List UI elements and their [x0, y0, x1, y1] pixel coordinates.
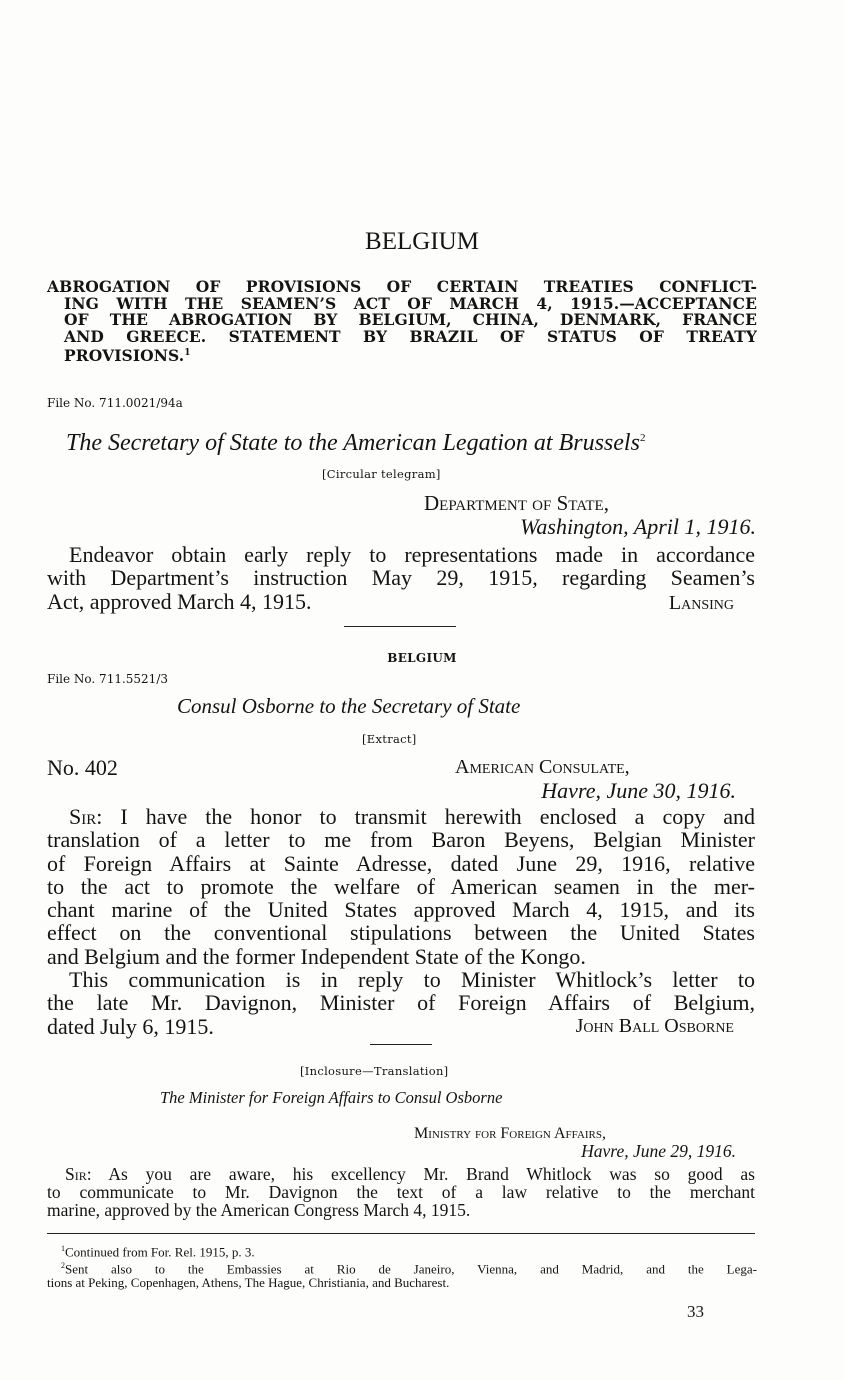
section-label: BELGIUM [387, 651, 457, 665]
heading-line: OF THE ABROGATION BY BELGIUM, CHINA, DENMARK, FRANCE [64, 310, 757, 330]
document-title: The Secretary of State to the American Legation at Brussels$^2$ [66, 430, 646, 456]
footnote-continuation: tions at Peking, Copenhagen, Athens, The Hague, Christiania, and Bucharest. [47, 1274, 450, 1290]
footnote: $^2$Sent also to the Embassies at Rio de Janeiro, Vienna, and Madrid, and the Lega- [61, 1260, 757, 1277]
sender: American Consulate, [455, 756, 630, 778]
document-number: No. 402 [47, 755, 118, 780]
signature: Lansing [668, 592, 734, 614]
telegram-body: Endeavor obtain early reply to representations made in accordance with Department’s instruction May 29, 1915, regarding Seamen’s Act, approved March 4, 1915. [47, 542, 755, 614]
footnote-mark: 2 [639, 432, 646, 444]
section-heading [47, 279, 757, 365]
footnote-mark: 1 [184, 348, 191, 359]
document-title: The Minister for Foreign Affairs to Consul Osborne [160, 1088, 503, 1107]
heading-line: ABROGATION OF PROVISIONS OF CERTAIN TREATIES CONFLICT- [47, 277, 757, 296]
sender: Ministry for Foreign Affairs, [414, 1125, 607, 1142]
page-number: 33 [687, 1302, 704, 1321]
letter-body: Sir: As you are aware, his excellency Mr. Brand Whitlock was so good as to communicate to Mr. Davignon the text of a law relative to the merchant marine, approved by the American Congress March 4, 1915. [47, 1164, 755, 1220]
letter-body: Sir: I have the honor to transmit herewith enclosed a copy and translation of a letter to me from Baron Beyens, Belgian Minister of Foreign Affairs at Sainte Adresse, dated June 29, 1916, relative to the act to promote the welfare of American seamen in the mer- chant marine of the United States approved March 4, 1915, and its effect on the conventional stipulations between the United States and Belgium and the former Independent State of the Kongo. This communication is in reply to Minister Whitlock’s letter to the late Mr. Davignon, Minister of Foreign Affairs of Belgium, dated July 6, 1915. [47, 804, 755, 1039]
place-date: Havre, June 30, 1916. [541, 778, 736, 803]
file-number: File No. 711.5521/3 [47, 672, 168, 686]
footnote: $^1$Continued from For. Rel. 1915, p. 3. [61, 1244, 255, 1260]
document-title: Consul Osborne to the Secretary of State [177, 694, 521, 718]
divider [370, 1044, 432, 1045]
file-number: File No. 711.0021/94a [47, 396, 183, 410]
heading-line: PROVISIONS.$^1$ [64, 346, 191, 366]
footnotes [47, 1242, 757, 1289]
place-date: Washington, April 1, 1916. [520, 514, 756, 539]
place-date: Havre, June 29, 1916. [581, 1141, 736, 1161]
page-title: BELGIUM [365, 228, 479, 255]
signature: John Ball Osborne [575, 1015, 734, 1037]
heading-line: AND GREECE. STATEMENT BY BRAZIL OF STATUS OF TREATY [64, 326, 757, 346]
heading-line: ING WITH THE SEAMEN’S ACT OF MARCH 4, 1915.—ACCEPTANCE [64, 293, 757, 313]
divider [344, 626, 456, 627]
document-form: [Circular telegram] [322, 467, 441, 481]
document-form: [Extract] [362, 732, 417, 746]
document-form: [Inclosure—Translation] [300, 1064, 449, 1078]
footnote-rule [47, 1233, 755, 1234]
sender: Department of State, [424, 491, 609, 515]
